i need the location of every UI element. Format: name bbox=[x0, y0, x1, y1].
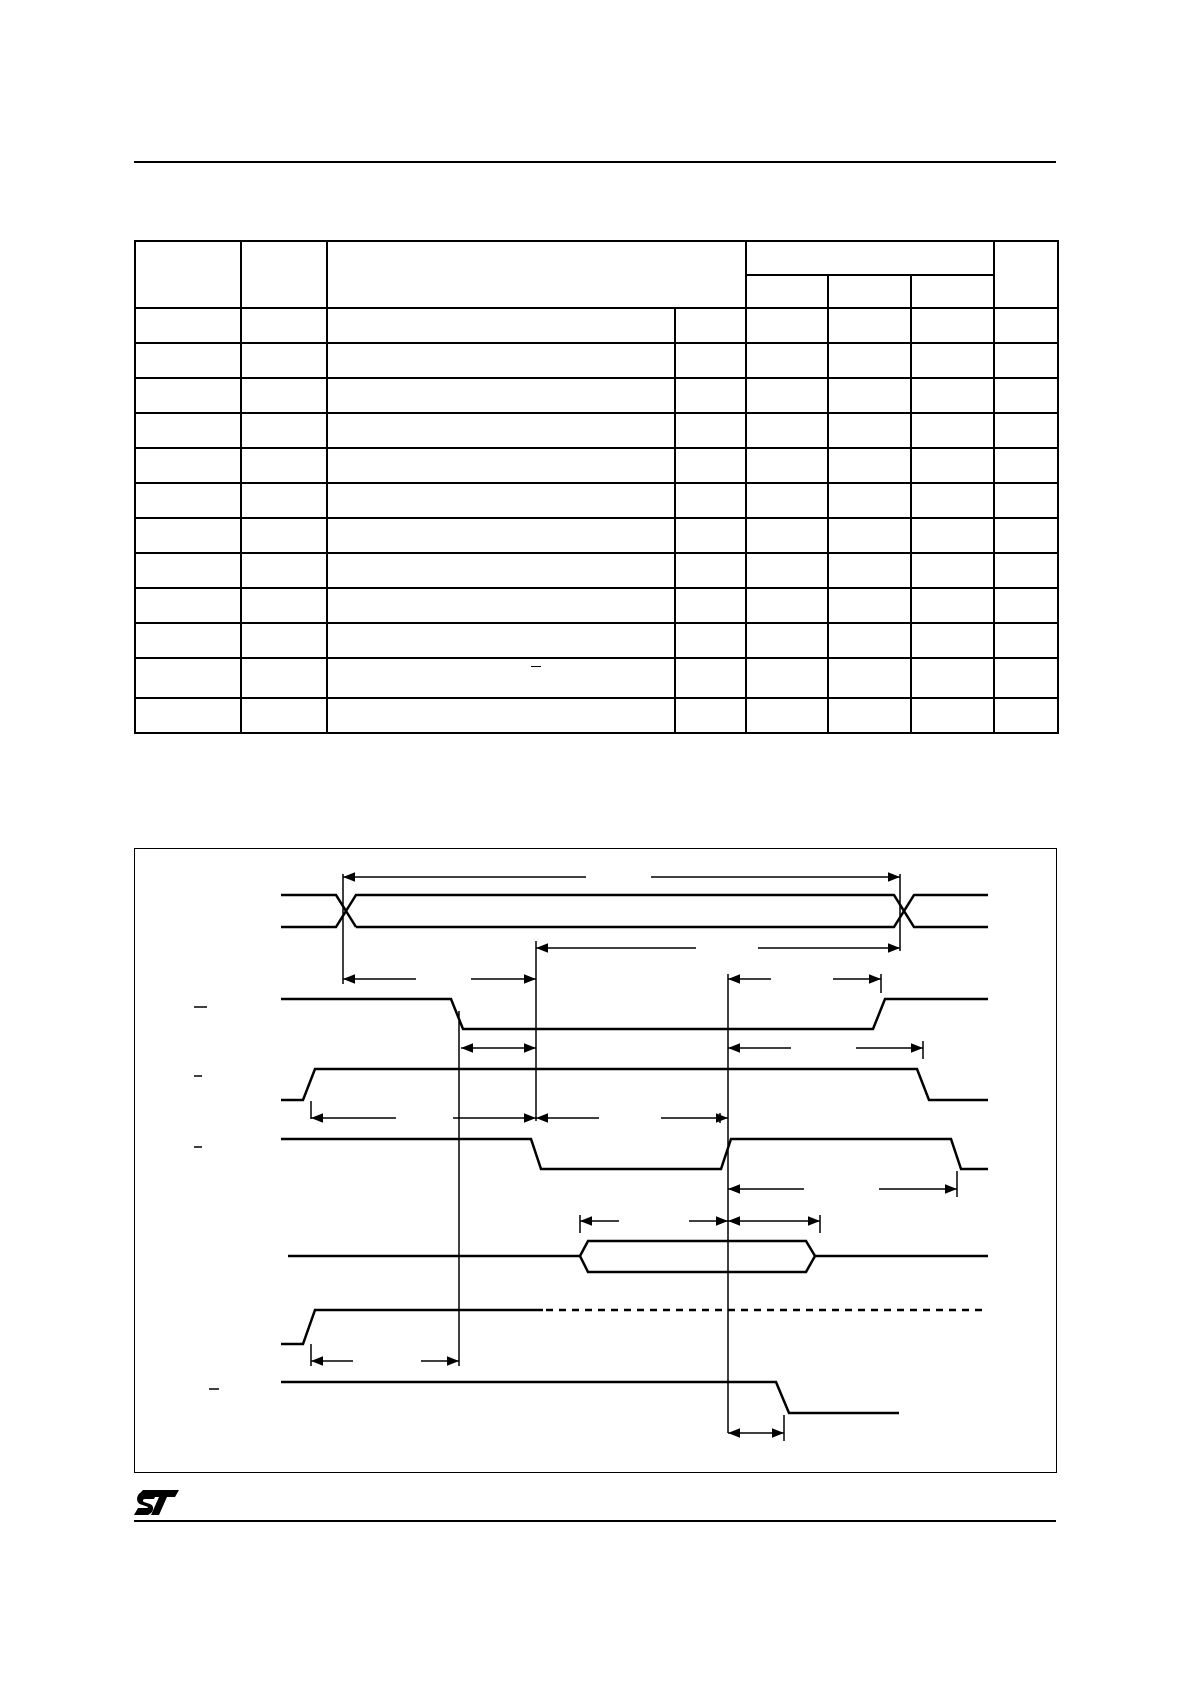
ac-characteristics-table bbox=[134, 240, 1059, 734]
table-row bbox=[135, 658, 1058, 698]
header-cell-values bbox=[746, 241, 994, 275]
table-row bbox=[135, 698, 1058, 733]
table-row bbox=[135, 413, 1058, 448]
header-cell-typ bbox=[828, 275, 911, 308]
header-cell-min bbox=[746, 275, 828, 308]
strobe-2-waveform bbox=[281, 1069, 988, 1100]
header-rule bbox=[134, 161, 1056, 163]
header-cell-symbol bbox=[135, 241, 241, 308]
table-row bbox=[135, 308, 1058, 343]
level-waveform bbox=[281, 1310, 988, 1344]
reference-lines bbox=[311, 874, 957, 1441]
header-cell-max bbox=[911, 275, 994, 308]
table-row bbox=[135, 518, 1058, 553]
table-row bbox=[135, 448, 1058, 483]
table-row bbox=[135, 553, 1058, 588]
strobe-1-waveform bbox=[281, 999, 988, 1029]
timing-diagram-frame bbox=[134, 848, 1057, 1473]
header-cell-parameter bbox=[327, 241, 746, 308]
header-cell-unit bbox=[994, 241, 1058, 308]
strobe-3-waveform bbox=[281, 1139, 988, 1169]
parameter-cell-with-overbar bbox=[327, 658, 675, 698]
data-waveform bbox=[288, 1241, 988, 1272]
table-header-row bbox=[135, 241, 1058, 275]
bus-waveform bbox=[281, 895, 988, 927]
table-row bbox=[135, 378, 1058, 413]
timing-diagram bbox=[135, 849, 1056, 1472]
table-row bbox=[135, 588, 1058, 623]
table-row bbox=[135, 483, 1058, 518]
header-cell-alt bbox=[241, 241, 327, 308]
output-waveform bbox=[281, 1382, 899, 1413]
timing-arrows bbox=[311, 877, 957, 1433]
st-logo bbox=[133, 1488, 181, 1518]
table-row bbox=[135, 623, 1058, 658]
table-row bbox=[135, 343, 1058, 378]
footer-rule bbox=[134, 1520, 1056, 1522]
